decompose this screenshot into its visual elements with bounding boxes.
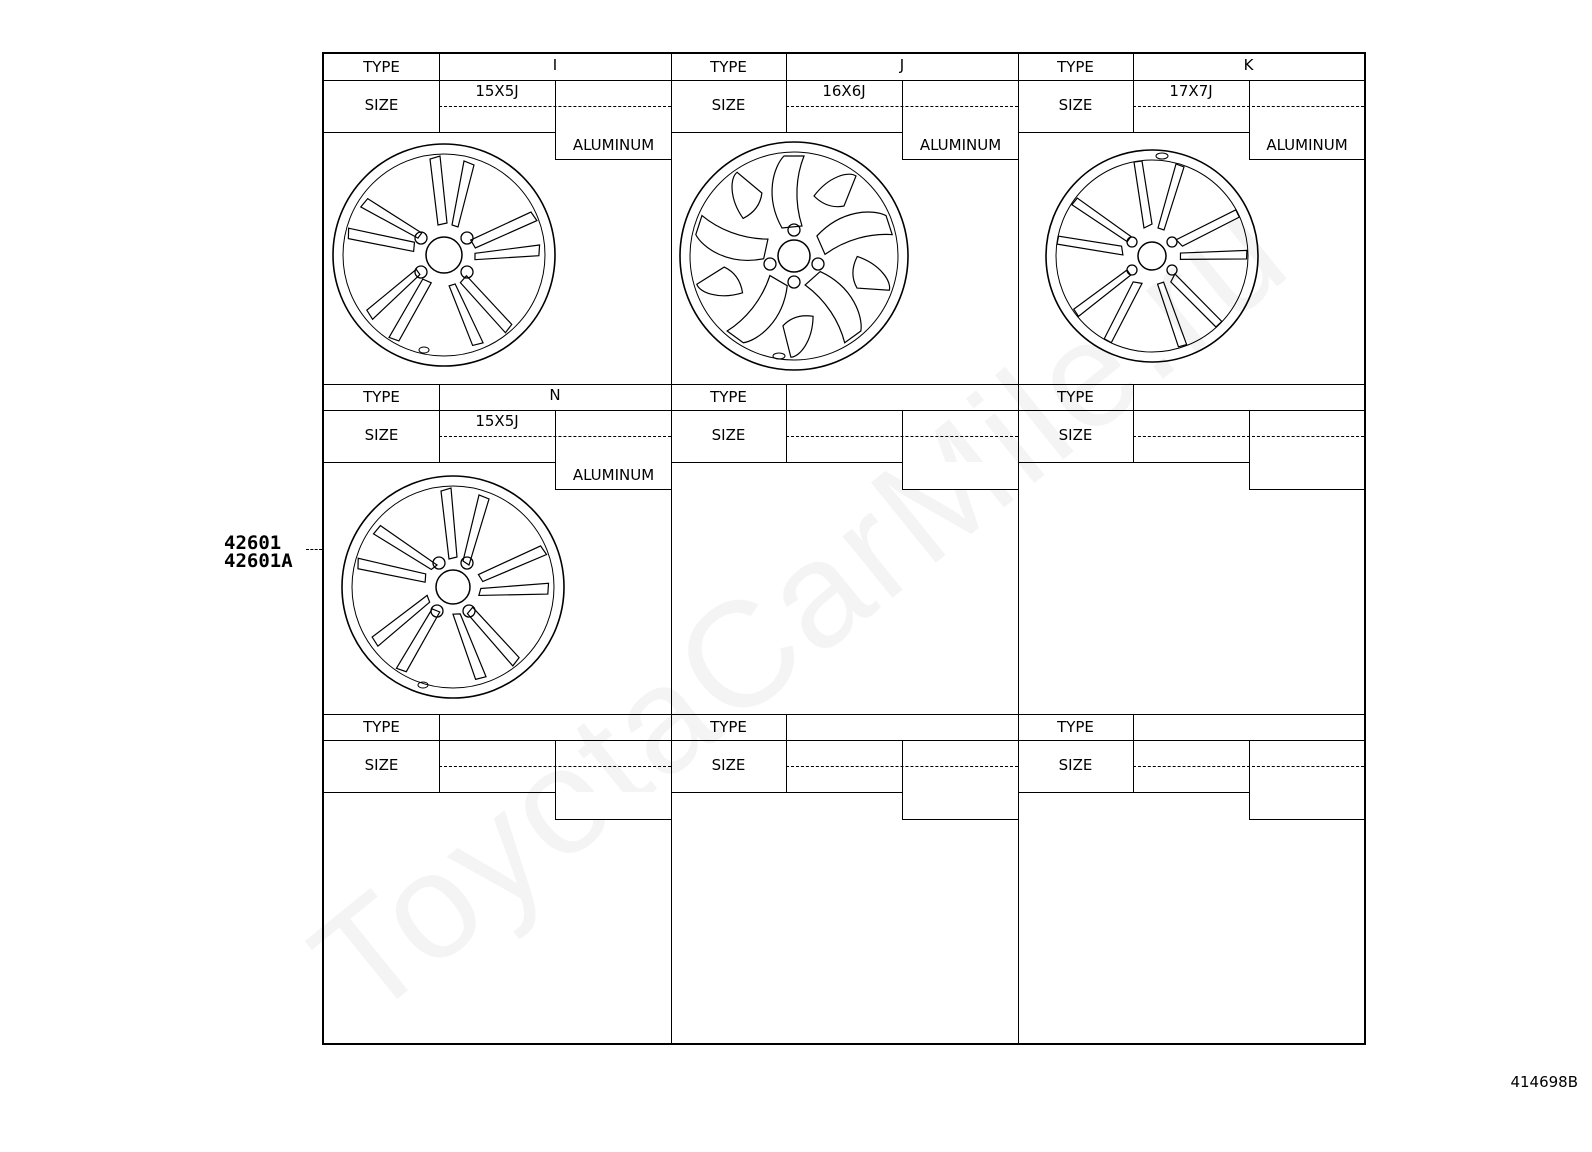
panel-4 [324,384,671,714]
panel-1 [324,54,671,384]
leader-line [306,549,322,550]
material-label [1249,792,1364,820]
material-label [902,792,1018,820]
type-value: N [549,386,561,404]
part-number-callout[interactable] [224,534,293,570]
size-label: SIZE [364,426,399,444]
panel-3 [1018,54,1364,384]
size-label: SIZE [711,756,746,774]
type-label: TYPE [363,58,400,76]
type-value: J [899,56,905,74]
material-label: ALUMINUM [902,132,1018,160]
wheel-k-icon [1042,146,1262,366]
type-label: TYPE [363,388,400,406]
type-value: I [552,56,558,74]
panel-8 [671,714,1018,1043]
size-value: 16X6J [822,82,866,100]
panel-5 [671,384,1018,714]
size-value: 17X7J [1169,82,1213,100]
wheel-i-icon [329,140,559,370]
type-label: TYPE [1057,58,1094,76]
type-value: K [1243,56,1254,74]
material-label [555,792,671,820]
size-label: SIZE [711,426,746,444]
wheel-spec-grid [322,52,1366,1045]
size-value: 15X5J [475,412,519,430]
material-label [1249,462,1364,490]
part-number[interactable]: 42601 [224,532,282,554]
material-label: ALUMINUM [555,132,671,160]
wheel-n-icon [338,472,568,702]
figure-reference: 414698B [1510,1073,1578,1091]
size-label: SIZE [364,756,399,774]
wheel-j-icon [676,138,912,374]
part-number[interactable]: 42601A [224,550,293,572]
material-label: ALUMINUM [1249,132,1364,160]
size-label: SIZE [364,96,399,114]
material-label: ALUMINUM [555,462,671,490]
panel-7 [324,714,671,1043]
type-label: TYPE [710,718,747,736]
type-label: TYPE [710,388,747,406]
type-label: TYPE [1057,718,1094,736]
panel-6 [1018,384,1364,714]
panel-9 [1018,714,1364,1043]
panel-2 [671,54,1018,384]
size-label: SIZE [1058,426,1093,444]
size-label: SIZE [1058,756,1093,774]
type-label: TYPE [363,718,400,736]
material-label [902,462,1018,490]
type-label: TYPE [710,58,747,76]
size-label: SIZE [1058,96,1093,114]
type-label: TYPE [1057,388,1094,406]
size-value: 15X5J [475,82,519,100]
size-label: SIZE [711,96,746,114]
